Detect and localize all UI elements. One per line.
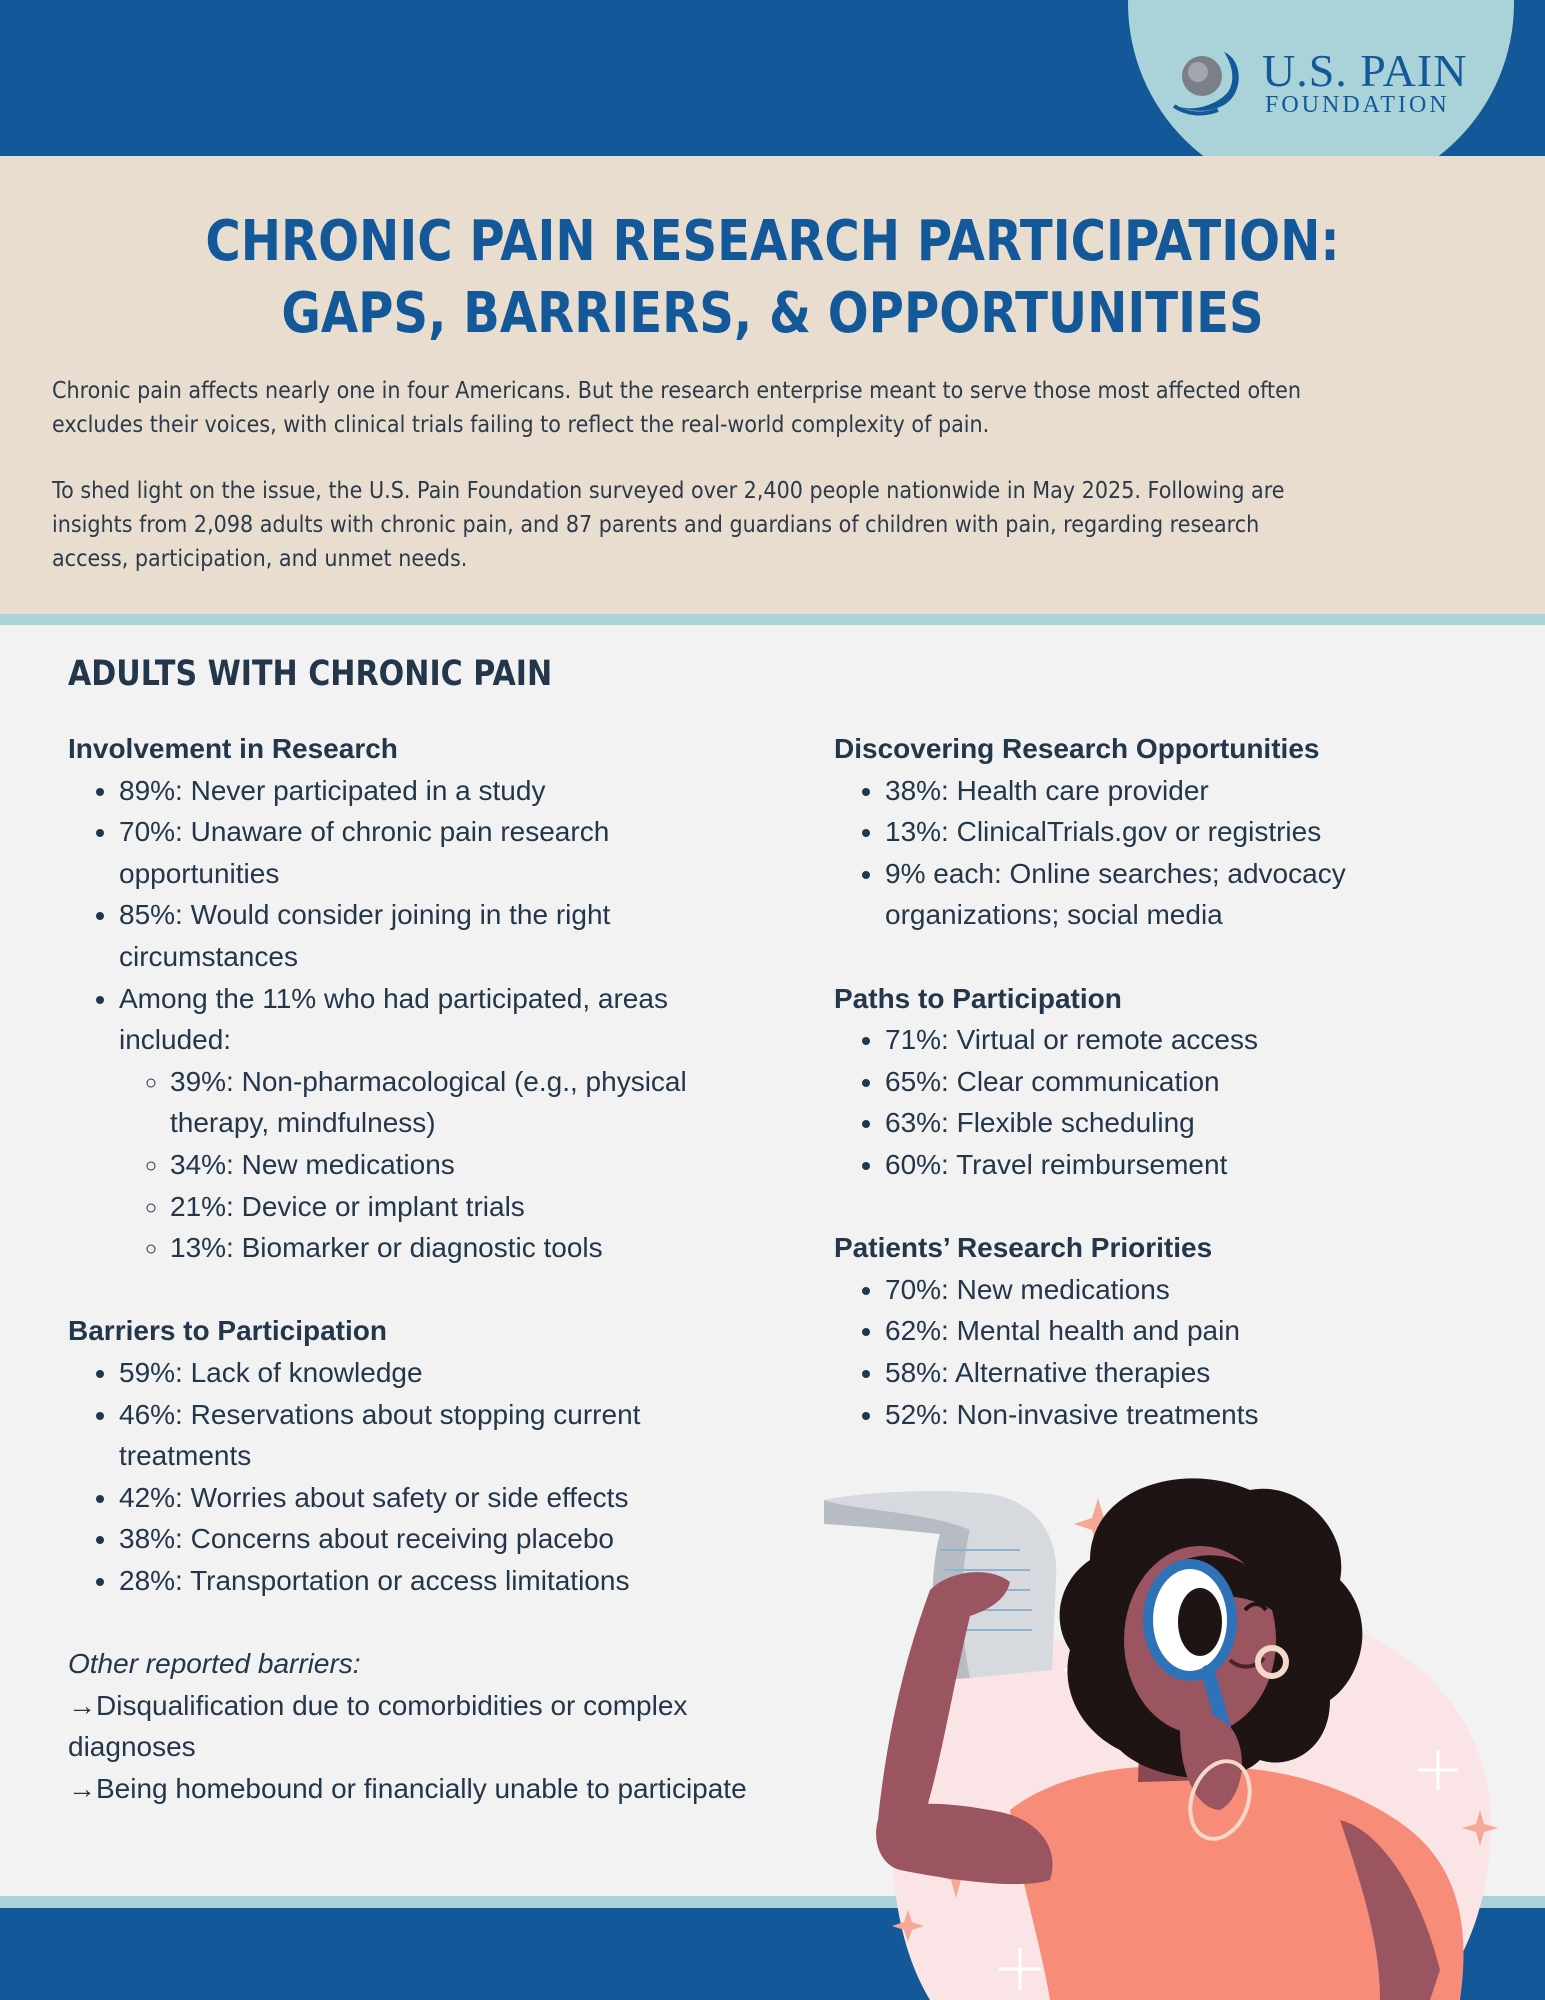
- divider: [0, 614, 1545, 625]
- involvement-list: [68, 770, 748, 1269]
- list-item: • 52%: Non-invasive treatments: [885, 1394, 1474, 1436]
- list-item: • 42%: Worries about safety or side effects: [119, 1477, 748, 1519]
- other-barriers-label: Other reported barriers:: [68, 1648, 361, 1680]
- list-item: • 65%: Clear communication: [885, 1061, 1474, 1103]
- discovering-list: [834, 770, 1474, 936]
- list-item: • 38%: Concerns about receiving placebo: [119, 1518, 748, 1560]
- priorities-title: Patients’ Research Priorities: [834, 1232, 1213, 1264]
- priorities-list: [834, 1269, 1474, 1435]
- involvement-group: [68, 728, 748, 1269]
- list-item: • 38%: Health care provider: [885, 770, 1474, 812]
- paths-title: Paths to Participation: [834, 982, 1122, 1014]
- list-item: • 9% each: Online searches; advocacy organizations; social media: [885, 853, 1474, 936]
- logo-subname: FOUNDATION: [1265, 92, 1450, 118]
- sub-list-item: ◦ 21%: Device or implant trials: [170, 1186, 748, 1228]
- barriers-title: Barriers to Participation: [68, 1315, 387, 1347]
- left-column: [68, 728, 748, 1851]
- involvement-title: Involvement in Research: [68, 733, 398, 764]
- list-item: • 59%: Lack of knowledge: [119, 1352, 748, 1394]
- list-item: • 70%: New medications: [885, 1269, 1474, 1311]
- list-item: [119, 978, 748, 1269]
- list-item: • 46%: Reservations about stopping current treatments: [119, 1394, 748, 1477]
- right-column: [834, 728, 1474, 1477]
- section-heading: ADULTS WITH CHRONIC PAIN: [68, 654, 553, 694]
- barriers-group: [68, 1310, 748, 1601]
- list-item: • 60%: Travel reimbursement: [885, 1144, 1474, 1186]
- intro-paragraph-2: To shed light on the issue, the U.S. Pain Foundation surveyed over 2,400 people nationwide in May 2025. Following are insights from 2,098 adults with chronic pain, and 87 parents and guardians of children with pain, regarding research access, participation, and unmet needs.: [52, 478, 1285, 572]
- paths-list: [834, 1019, 1474, 1185]
- list-item: • 62%: Mental health and pain: [885, 1310, 1474, 1352]
- participated-areas-list: [119, 1061, 748, 1269]
- intro-paragraph-1: Chronic pain affects nearly one in four Americans. But the research enterprise meant to serve those most affected often excludes their voices, with clinical trials failing to reflect the real-world complexity of pain.: [52, 378, 1302, 438]
- other-barrier-item: →Being homebound or financially unable to participate: [68, 1772, 747, 1804]
- intro-section: [0, 156, 1545, 614]
- logo-name: U.S. PAIN: [1262, 45, 1468, 96]
- list-item: • 13%: ClinicalTrials.gov or registries: [885, 811, 1474, 853]
- list-item: • 70%: Unaware of chronic pain research opportunities: [119, 811, 748, 894]
- page-title-line-1: CHRONIC PAIN RESEARCH PARTICIPATION:: [205, 209, 1340, 274]
- list-item: • 71%: Virtual or remote access: [885, 1019, 1474, 1061]
- woman-with-magnifying-glass-illustration: [820, 1470, 1530, 2000]
- sub-list-item: ◦ 39%: Non-pharmacological (e.g., physical therapy, mindfulness): [170, 1061, 748, 1144]
- sub-list-item: ◦ 13%: Biomarker or diagnostic tools: [170, 1227, 748, 1269]
- page-title-line-2: GAPS, BARRIERS, & OPPORTUNITIES: [281, 281, 1264, 346]
- list-item: • 58%: Alternative therapies: [885, 1352, 1474, 1394]
- us-pain-foundation-logo[interactable]: [1172, 44, 1472, 124]
- priorities-group: [834, 1227, 1474, 1435]
- list-item: • 63%: Flexible scheduling: [885, 1102, 1474, 1144]
- list-item-text: Among the 11% who had participated, areas included:: [119, 982, 668, 1056]
- list-item: • 89%: Never participated in a study: [119, 770, 748, 812]
- discovering-title: Discovering Research Opportunities: [834, 733, 1320, 764]
- barriers-list: [68, 1352, 748, 1602]
- person-circle-logo-icon: [1172, 48, 1254, 118]
- list-item: • 85%: Would consider joining in the right circumstances: [119, 894, 748, 977]
- page-title: [108, 206, 1437, 350]
- paths-group: [834, 978, 1474, 1186]
- other-barriers-group: [68, 1643, 748, 1809]
- discovering-group: [834, 728, 1474, 936]
- list-item: • 28%: Transportation or access limitations: [119, 1560, 748, 1602]
- sub-list-item: ◦ 34%: New medications: [170, 1144, 748, 1186]
- other-barrier-item: →Disqualification due to comorbidities or complex diagnoses: [68, 1689, 688, 1763]
